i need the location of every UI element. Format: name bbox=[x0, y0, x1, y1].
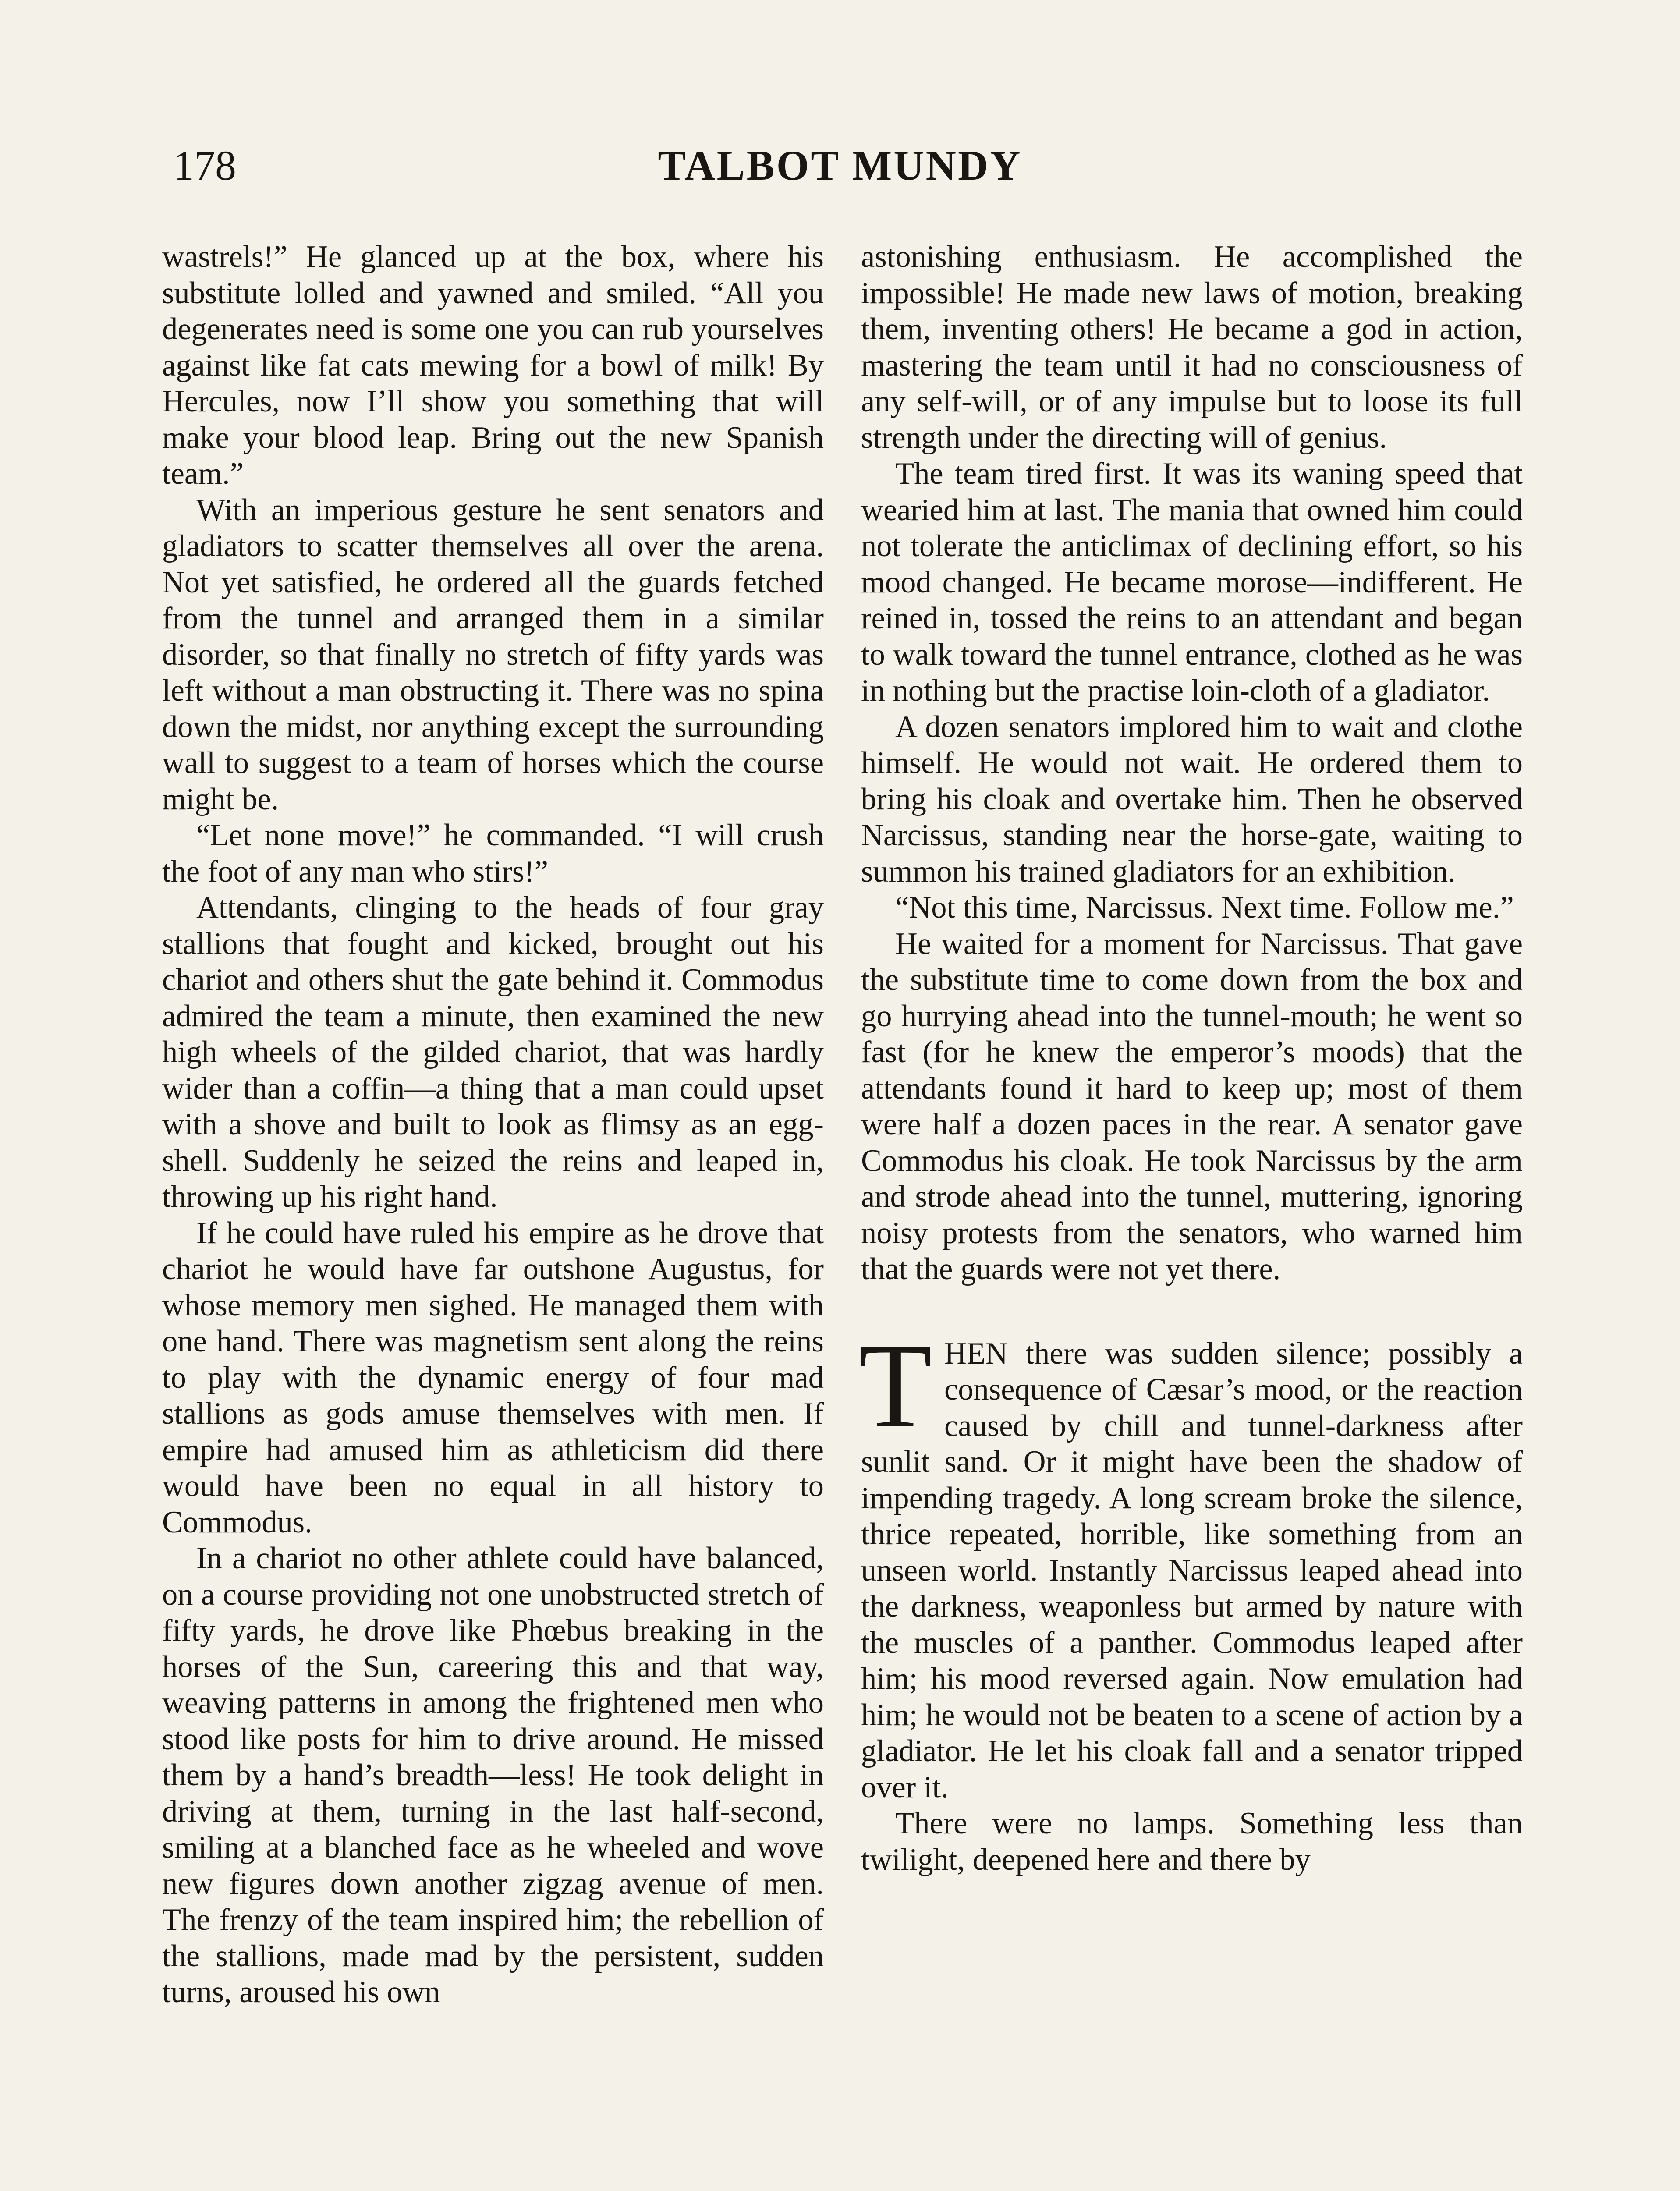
paragraph: In a chariot no other athlete could have balanced, on a course providing not one unobstructed stretch of fifty yards, he drove like Phœbus breaking in the horses of the Sun, careering this and that way, weaving patterns in among the frightened men who stood like posts for him to drive around. He missed them by a hand’s breadth—less! He took delight in driving at them, turning in the last half-second, smiling at a blanched face as he wheeled and wove new figures down another zigzag avenue of men. The frenzy of the team inspired him; the rebellion of the stallions, made mad by the persistent, sudden turns, aroused his own bbox=[162, 1541, 824, 2009]
paragraph: He waited for a moment for Narcissus. That gave the substitute time to come down from the box and go hurrying ahead into the tunnel-mouth; he went so fast (for he knew the emperor’s moods) that the attendants found it hard to keep up; most of them were half a dozen paces in the rear. A senator gave Commodus his cloak. He took Narcissus by the arm and strode ahead into the tunnel, muttering, ignoring noisy protests from the senators, who warned him that the guards were not yet there. bbox=[861, 926, 1523, 1286]
paragraph: Attendants, clinging to the heads of four gray stallions that fought and kicked, brought out his chariot and others shut the gate behind it. Commodus admired the team a minute, then examined the new high wheels of the gilded chariot, that was hardly wider than a coffin—a thing that a man could upset with a shove and built to look as flimsy as an egg-shell. Suddenly he seized the reins and leaped in, throwing up his right hand. bbox=[162, 890, 824, 1214]
left-column bbox=[162, 239, 824, 2010]
page-number: 178 bbox=[173, 142, 236, 189]
paragraph: The team tired first. It was its waning speed that wearied him at last. The mania that owned him could not tolerate the anticlimax of declining effort, so his mood changed. He became morose—indifferent. He reined in, tossed the reins to an attendant and began to walk toward the tunnel entrance, clothed as he was in nothing but the practise loin-cloth of a gladiator. bbox=[861, 457, 1523, 708]
paragraph: wastrels!” He glanced up at the box, where his substitute lolled and yawned and smiled. “All you degenerates need is some one you can rub yourselves against like fat cats mewing for a bowl of milk! By Hercules, now I’ll show you something that will make your blood leap. Bring out the new Spanish team.” bbox=[162, 240, 824, 491]
paragraph: A dozen senators implored him to wait and clothe himself. He would not wait. He ordered them to bring his cloak and overtake him. Then he observed Narcissus, standing near the horse-gate, waiting to summon his trained gladiators for an exhibition. bbox=[861, 709, 1523, 889]
paragraph: If he could have ruled his empire as he drove that chariot he would have far outshone Augustus, for whose memory men sighed. He managed them with one hand. There was magnetism sent along the reins to play with the dynamic energy of four mad stallions as gods amuse themselves with men. If empire had amused him as athleticism did there would have been no equal in all history to Commodus. bbox=[162, 1216, 824, 1539]
paragraph: With an imperious gesture he sent senators and gladiators to scatter themselves all over the arena. Not yet satisfied, he ordered all the guards fetched from the tunnel and arranged them in a similar disorder, so that finally no stretch of fifty yards was left without a man obstructing it. There was no spina down the midst, nor anything except the surrounding wall to suggest to a team of horses which the course might be. bbox=[162, 493, 824, 816]
section-break bbox=[861, 1287, 1523, 1336]
drop-cap-paragraph bbox=[858, 1319, 1523, 1806]
right-column bbox=[858, 239, 1523, 1878]
drop-cap: T bbox=[858, 1319, 932, 1453]
paragraph: There were no lamps. Something less than twilight, deepened here and there by bbox=[861, 1806, 1523, 1877]
paragraph: “Let none move!” he commanded. “I will crush the foot of any man who stirs!” bbox=[162, 818, 824, 889]
running-head: TALBOT MUNDY bbox=[658, 142, 1022, 189]
paragraph: astonishing enthusiasm. He accomplished the impossible! He made new laws of motion, breaking them, inventing others! He became a god in action, mastering the team until it had no consciousness of any self-will, or of any impulse but to loose its full strength under the directing will of genius. bbox=[861, 240, 1523, 455]
paragraph: “Not this time, Narcissus. Next time. Follow me.” bbox=[895, 890, 1514, 925]
drop-cap-paragraph-text: HEN there was sudden silence; possibly a consequence of Cæsar’s mood, or the reaction caused by chill and tunnel-darkness after sunlit sand. Or it might have been the shadow of impending tragedy. A long scream broke the silence, thrice repeated, horrible, like something from an unseen world. Instantly Narcissus leaped ahead into the darkness, weaponless but armed by nature with the muscles of a panther. Commodus leaped after him; his mood reversed again. Now emulation had him; he would not be beaten to a scene of action by a gladiator. He let his cloak fall and a senator tripped over it. bbox=[861, 1336, 1523, 1805]
